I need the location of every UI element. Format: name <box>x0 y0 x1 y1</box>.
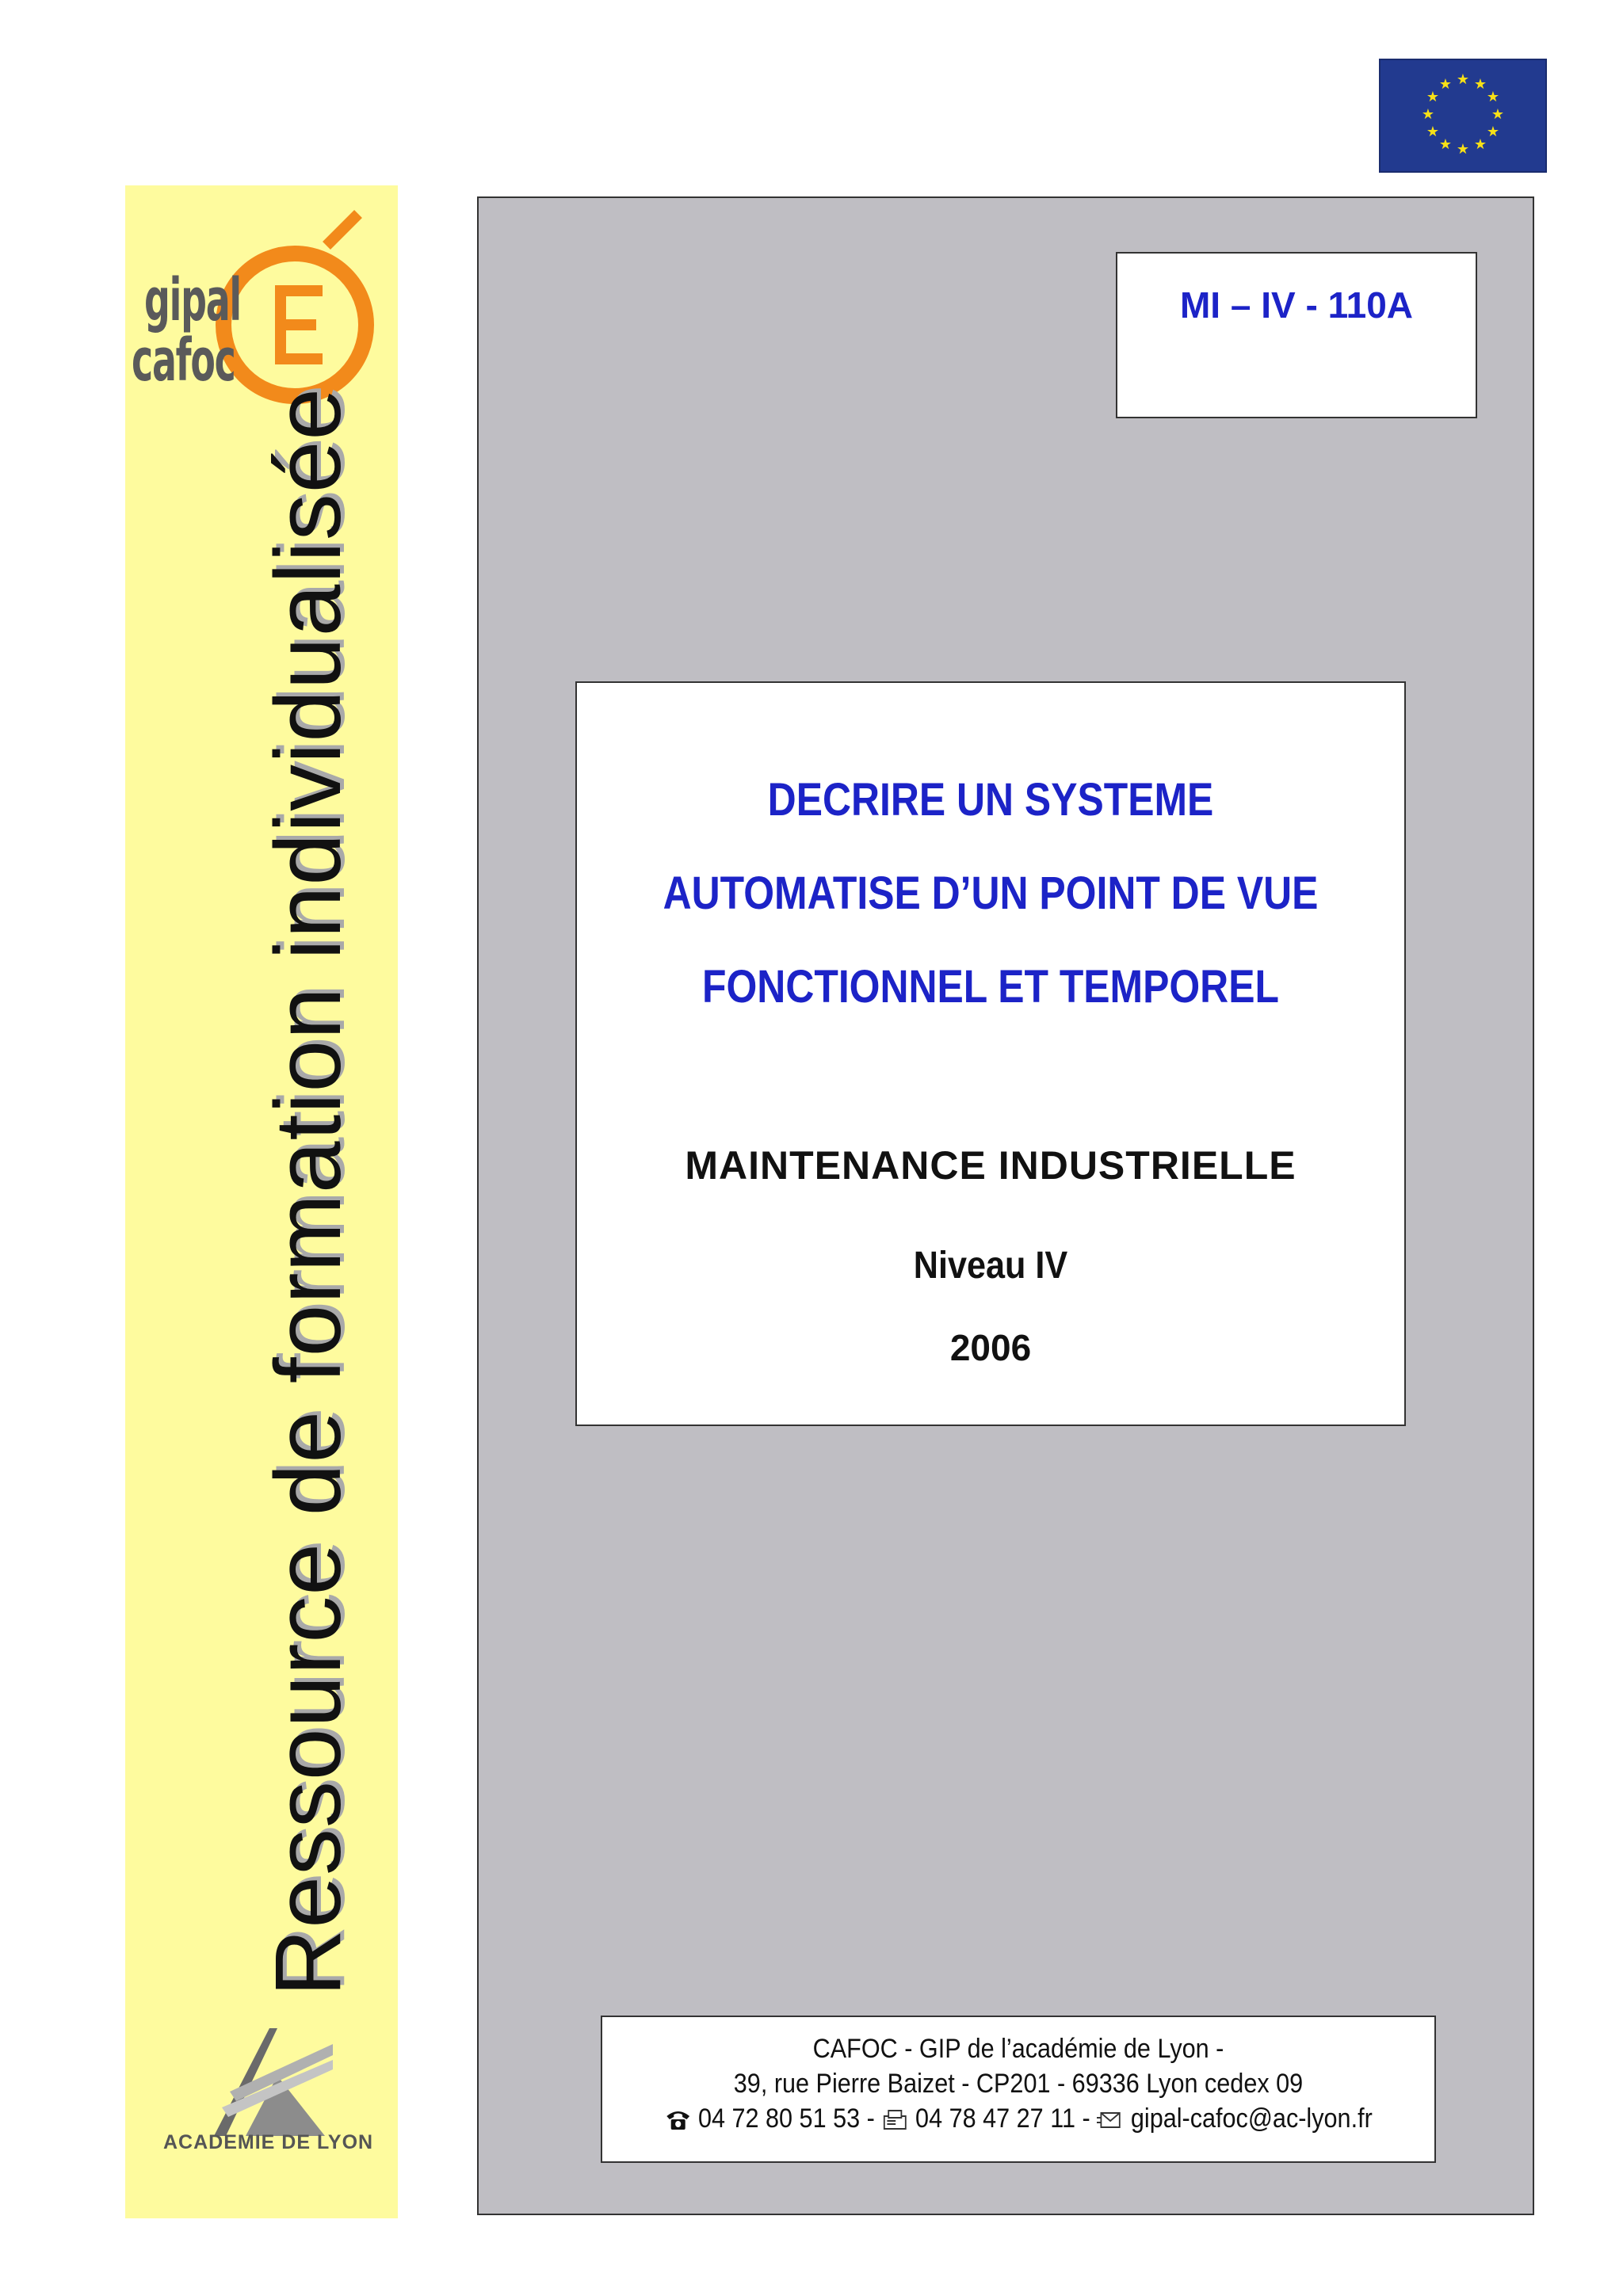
gipal-cafoc-logo <box>128 198 382 412</box>
svg-text:★: ★ <box>1438 136 1453 152</box>
svg-text:★: ★ <box>1456 141 1470 157</box>
svg-text:★: ★ <box>1438 76 1453 92</box>
academie-lyon-logo <box>198 2028 341 2136</box>
phone-number: 04 72 80 51 53 - <box>697 2103 875 2134</box>
reference-box <box>1116 252 1477 418</box>
fax-icon <box>881 2108 908 2132</box>
address-line-2: 39, rue Pierre Baizet - CP201 - 69336 Lyon cedex 09 <box>733 2069 1304 2099</box>
svg-text:★: ★ <box>1473 136 1487 152</box>
reference-code: MI – IV - 110A <box>1179 284 1413 326</box>
svg-text:★: ★ <box>1456 71 1470 87</box>
phone-icon <box>664 2108 691 2132</box>
address-box <box>601 2016 1436 2163</box>
gipal-logo-word: gipal <box>144 266 241 334</box>
title-line-1: DECRIRE UN SYSTEME <box>767 774 1214 826</box>
academie-label: ACADEMIE DE LYON <box>163 2131 374 2153</box>
svg-text:★: ★ <box>1486 124 1500 139</box>
side-title: Ressource de formation individualisée <box>256 387 361 1997</box>
svg-text:★: ★ <box>1486 89 1500 105</box>
email-icon <box>1097 2108 1124 2132</box>
svg-text:★: ★ <box>1473 76 1487 92</box>
cafoc-logo-word: cafoc <box>132 326 235 395</box>
email-address[interactable]: gipal-cafoc@ac-lyon.fr <box>1130 2103 1373 2134</box>
svg-text:★: ★ <box>1426 124 1440 139</box>
subtitle: MAINTENANCE INDUSTRIELLE <box>685 1143 1296 1188</box>
title-box <box>575 681 1406 1426</box>
level: Niveau IV <box>913 1245 1068 1287</box>
svg-text:★: ★ <box>1491 106 1505 122</box>
svg-text:★: ★ <box>1421 106 1435 122</box>
year: 2006 <box>949 1327 1032 1368</box>
eu-flag-icon <box>1379 59 1547 173</box>
address-line-1: CAFOC - GIP de l’académie de Lyon - <box>812 2034 1224 2064</box>
title-line-3: FONCTIONNEL ET TEMPOREL <box>702 961 1279 1013</box>
svg-text:★: ★ <box>1426 89 1440 105</box>
fax-number: 04 78 47 27 11 - <box>915 2103 1090 2134</box>
contact-line <box>644 2101 1393 2136</box>
title-line-2: AUTOMATISE D’UN POINT DE VUE <box>663 868 1319 919</box>
